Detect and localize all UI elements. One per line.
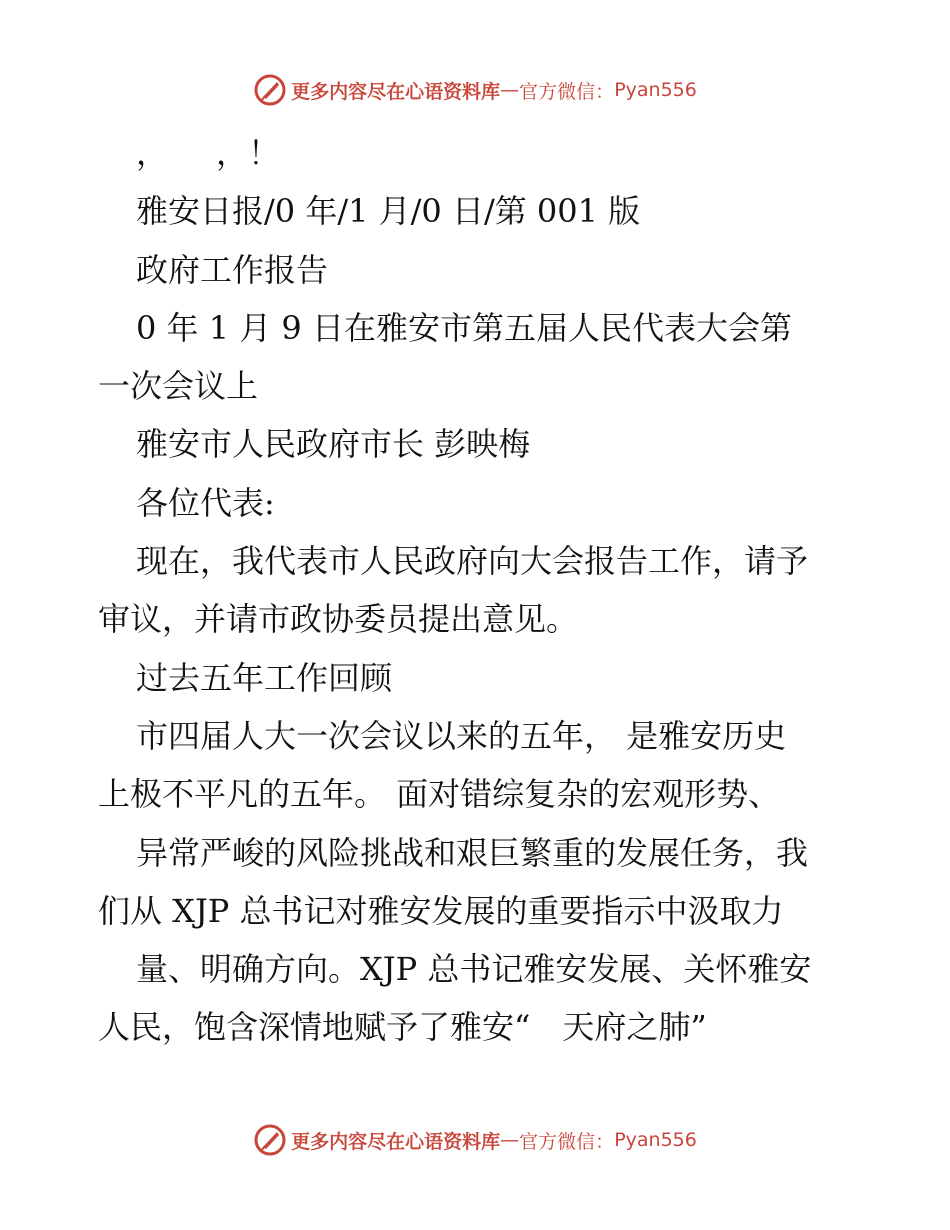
- text-line: ， ，！: [136, 134, 281, 172]
- quill-circle-icon: [253, 73, 287, 107]
- banner-title: 更多内容尽在心语资料库: [291, 1130, 501, 1153]
- footer-banner: [0, 1120, 950, 1160]
- document-body: [98, 124, 858, 1057]
- text-line: 异常严峻的风险挑战和艰巨繁重的发展任务，我: [136, 833, 809, 872]
- banner-wechat-id: Pyan556: [614, 1129, 697, 1151]
- text-line: 市四届人大一次会议以来的五年， 是雅安历史: [136, 716, 787, 755]
- banner-separator: —: [500, 1129, 520, 1151]
- text-line: 雅安市人民政府市长 彭映梅: [136, 425, 531, 464]
- banner-wechat-id: Pyan556: [614, 79, 697, 101]
- text-line: 量、明确方向。XJP 总书记雅安发展、关怀雅安: [136, 950, 812, 989]
- text-line: 现在，我代表市人民政府向大会报告工作，请予: [136, 542, 809, 581]
- text-line: 审议，并请市政协委员提出意见。: [98, 600, 579, 639]
- text-line: 上极不平凡的五年。 面对错综复杂的宏观形势、: [98, 775, 781, 814]
- text-line: 们从 XJP 总书记对雅安发展的重要指示中汲取力: [98, 891, 784, 930]
- text-line: 雅安日报/0 年/1 月/0 日/第 001 版: [136, 192, 641, 231]
- text-line: 各位代表:: [136, 483, 275, 522]
- banner-wechat-label: 官方微信：: [519, 80, 615, 103]
- banner-title: 更多内容尽在心语资料库: [291, 80, 501, 103]
- banner-wechat-label: 官方微信：: [519, 1130, 615, 1153]
- banner-separator: —: [500, 79, 520, 101]
- text-line: 人民，饱含深情地赋予了雅安“ 天府之肺”: [98, 1008, 707, 1047]
- text-line: 0 年 1 月 9 日在雅安市第五届人民代表大会第: [136, 308, 792, 347]
- text-line: 过去五年工作回顾: [136, 658, 393, 697]
- text-line: 一次会议上: [98, 367, 259, 406]
- text-line: 政府工作报告: [136, 250, 329, 289]
- header-banner: [0, 70, 950, 110]
- quill-circle-icon: [253, 1123, 287, 1157]
